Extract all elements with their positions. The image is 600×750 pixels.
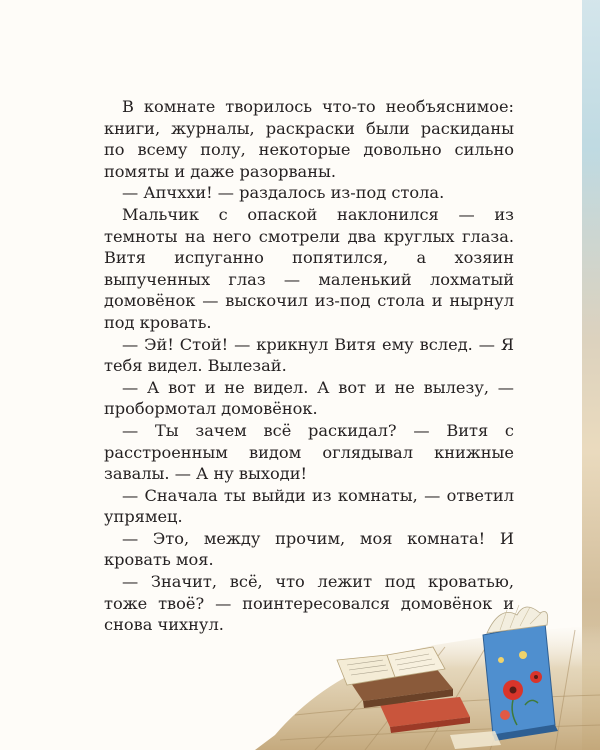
blue-flower-book <box>483 605 558 741</box>
story-text <box>104 96 514 636</box>
paragraph: В комнате творилось что-то необъяснимое: книги, журналы, раскраски были раскиданы по всему полу, некоторые довольно сильно помяты и даже разорваны. <box>104 97 514 181</box>
paragraph: — Апчххи! — раздалось из-под стола. <box>122 183 445 203</box>
books-floor-illustration <box>255 585 600 750</box>
paragraph: — А вот и не видел. А вот и не вылезу, — пробормотал домовёнок. <box>104 377 514 419</box>
paragraph: — Значит, всё, что лежит под кроватью, тоже твоё? — поинтересовался домовёнок и снова чихнул. <box>104 572 514 635</box>
paragraph: — Ты зачем всё раскидал? — Витя с расстроенным видом оглядывал книжные завалы. — А ну выходи! <box>104 420 514 484</box>
paragraph: — Это, между прочим, моя комната! И кровать моя. <box>104 528 514 570</box>
paragraph: Мальчик с опаской наклонился — из темноты на него смотрели два круглых глаза. Витя испуганно попятился, а хозяин выпученных глаз — маленький лохматый домовёнок — выскочил из-под стола и нырнул под кровать. <box>104 204 514 332</box>
paragraph: — Эй! Стой! — крикнул Витя ему вслед. — Я тебя видел. Вылезай. <box>104 334 514 376</box>
paragraph: — Сначала ты выйди из комнаты, — ответил упрямец. <box>104 485 514 527</box>
